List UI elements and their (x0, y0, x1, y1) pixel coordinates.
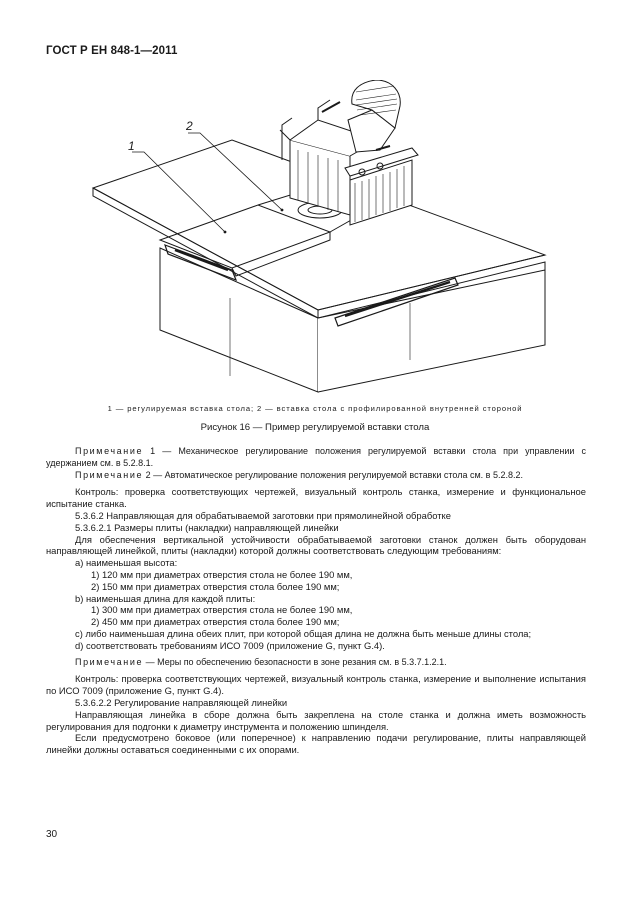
note-2: Примечание 2 — Автоматическое регулирование положения регулируемой вставки стола см. в 5.2.8.2. (75, 469, 523, 480)
figure-caption: Рисунок 16 — Пример регулируемой вставки стола (200, 422, 430, 433)
document-header: ГОСТ Р ЕН 848-1—2011 (46, 45, 178, 57)
item-c: с) либо наименьшая длина обеих плит, при которой общая длина не должна быть меньше длины стола; (75, 627, 532, 639)
figure-legend: 1 — регулируемая вставка стола; 2 — вставка стола с профилированной внутренней стороной (107, 404, 523, 413)
figure-16-drawing (90, 80, 570, 400)
control-paragraph-2: Контроль: проверка соответствующих чертежей, визуальный контроль станка, измерение и выполнение испытания по ИСО 7009 (приложение G, пункт G.4). (46, 673, 586, 697)
item-d: d) соответствовать требованиям ИСО 7009 (приложение G, пункт G.4). (75, 639, 385, 651)
item-a2: 2) 150 мм при диаметрах отверстия стола более 190 мм; (91, 580, 340, 592)
section-5-3-6-2-1: 5.3.6.2.1 Размеры плиты (накладки) направляющей линейки (75, 521, 339, 533)
callout-1-label: 1 (128, 139, 135, 153)
paragraph-fence-mounting: Направляющая линейка в сборе должна быть закреплена на столе станка и должна иметь возможность регулирования для подгонки к диаметру инструмента и положению шпинделя. (46, 708, 586, 732)
item-b1: 1) 300 мм при диаметрах отверстия стола не более 190 мм, (91, 604, 353, 616)
item-b2: 2) 450 мм при диаметрах отверстия стола более 190 мм; (91, 616, 340, 628)
item-a: а) наименьшая высота: (75, 557, 178, 569)
paragraph-fence-plates: Если предусмотрено боковое (или поперечное) к направлению подачи регулирование, плиты направляющей линейки должны оставаться соединенными с их опорами. (46, 732, 586, 756)
extraction-hood (348, 80, 400, 152)
item-a1: 1) 120 мм при диаметрах отверстия стола не более 190 мм, (91, 568, 353, 580)
note-3: Примечание — Меры по обеспечению безопасности в зоне резания см. в 5.3.7.1.2.1. (75, 656, 447, 667)
control-paragraph-1: Контроль: проверка соответствующих чертежей, визуальный контроль станка, измерение и функциональное испытание станка. (46, 486, 586, 510)
note-1: Примечание 1 — Механическое регулирование положения регулируемой вставки стола при управлении с удержанием см. в 5.2.8.1. (46, 446, 586, 468)
callout-2-label: 2 (186, 119, 193, 133)
section-5-3-6-2: 5.3.6.2 Направляющая для обрабатываемой заготовки при прямолинейной обработке (75, 509, 451, 521)
section-5-3-6-2-2: 5.3.6.2.2 Регулирование направляющей линейки (75, 696, 288, 708)
body-text (46, 441, 586, 756)
item-b: b) наименьшая длина для каждой плиты: (75, 592, 256, 604)
page-number: 30 (46, 829, 58, 840)
requirements-intro: Для обеспечения вертикальной устойчивости обрабатываемой заготовки станок должен быть оборудован направляющей линейкой, плиты (накладки) которой должны соответствовать следующим требованиям: (46, 533, 586, 557)
